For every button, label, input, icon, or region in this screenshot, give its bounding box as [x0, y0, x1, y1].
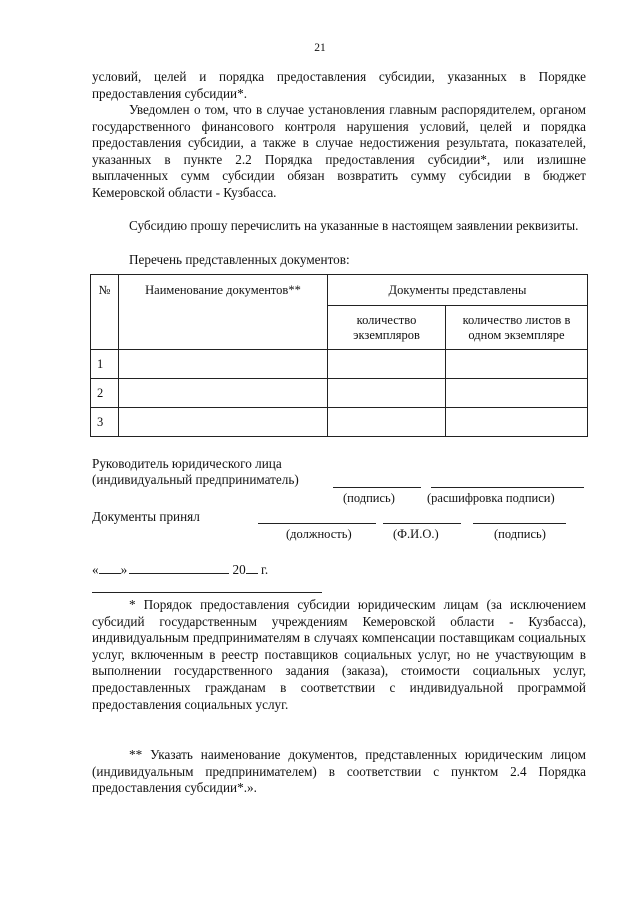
table-cell	[328, 350, 446, 379]
table-cell	[119, 350, 328, 379]
table-cell	[446, 379, 588, 408]
year-prefix: 20	[232, 562, 246, 577]
table-cell	[119, 379, 328, 408]
day-blank	[99, 573, 121, 574]
table-cell	[119, 408, 328, 437]
header-doc-name: Наименование документов**	[119, 275, 328, 350]
date-line	[92, 562, 268, 579]
head-title-line2: (индивидуальный предприниматель)	[92, 472, 299, 487]
signature-line-2	[473, 523, 566, 524]
table-row	[91, 408, 588, 437]
footnote-1: * Порядок предоставления субсидии юридическим лицам (за исключением субсидий государственным учреждениям Кемеровской области - Кузбасса), индивидуальным предпринимателям в случаях компенсации поставщикам социальных услуг, включенным в реестр поставщиков социальных услуг, но не участвующим в выполнении государственного задания (заказа), стоимости социальных услуг, предоставленных гражданам в соответствии с индивидуальной программой предоставления социальных услуг.	[92, 597, 586, 712]
head-title-line1: Руководитель юридического лица	[92, 456, 282, 471]
table-header-row	[91, 275, 588, 306]
paragraph-doc-list: Перечень представленных документов:	[129, 252, 350, 267]
year-suffix: г.	[260, 562, 269, 577]
caption-signature-2: (подпись)	[494, 527, 546, 541]
date-close-quote: »	[120, 562, 128, 577]
table-cell	[328, 408, 446, 437]
table-row	[91, 379, 588, 408]
header-docs-submitted: Документы представлены	[328, 275, 588, 306]
table-row	[91, 350, 588, 379]
table-cell	[446, 350, 588, 379]
row-number: 1	[91, 350, 119, 379]
paragraph-notice: Уведомлен о том, что в случае установления главным распорядителем, органом государственного финансового контроля нарушения условий, целей и порядка предоставления субсидии, а также в случае недостижения результата, показателей, указанных в пункте 2.2 Порядка предоставления субсидии*, или излишне выплаченных сумм субсидии обязан возвратить сумму субсидии в бюджет Кемеровской области - Кузбасса.	[92, 102, 586, 200]
footnote-divider	[92, 592, 322, 593]
date-open-quote: «	[92, 562, 99, 577]
header-sheets-count: количество листов в одном экземпляре	[446, 306, 588, 350]
table-cell	[328, 379, 446, 408]
page-number: 21	[314, 42, 326, 54]
signature-line	[333, 487, 421, 488]
table-cell	[446, 408, 588, 437]
fio-line	[383, 523, 461, 524]
paragraph-transfer: Субсидию прошу перечислить на указанные в настоящем заявлении реквизиты.	[129, 218, 579, 233]
position-line	[258, 523, 376, 524]
month-blank	[129, 573, 229, 574]
row-number: 3	[91, 408, 119, 437]
paragraph-conditions: условий, целей и порядка предоставления субсидии, указанных в Порядке предоставления субсидии*.	[92, 69, 586, 101]
row-number: 2	[91, 379, 119, 408]
caption-position: (должность)	[286, 527, 352, 541]
header-num: №	[91, 275, 119, 350]
name-decode-line	[431, 487, 584, 488]
year-blank	[246, 573, 258, 574]
footnote-2: ** Указать наименование документов, представленных юридическим лицом (индивидуальным предпринимателем) в соответствии с пунктом 2.4 Порядка предоставления субсидии*.».	[92, 747, 586, 796]
caption-signature: (подпись)	[343, 491, 395, 505]
caption-fio: (Ф.И.О.)	[393, 527, 439, 541]
documents-accepted-label: Документы принял	[92, 509, 200, 524]
caption-name-decode: (расшифровка подписи)	[427, 491, 555, 505]
documents-table	[90, 274, 588, 437]
header-copies-count: количество экземпляров	[328, 306, 446, 350]
